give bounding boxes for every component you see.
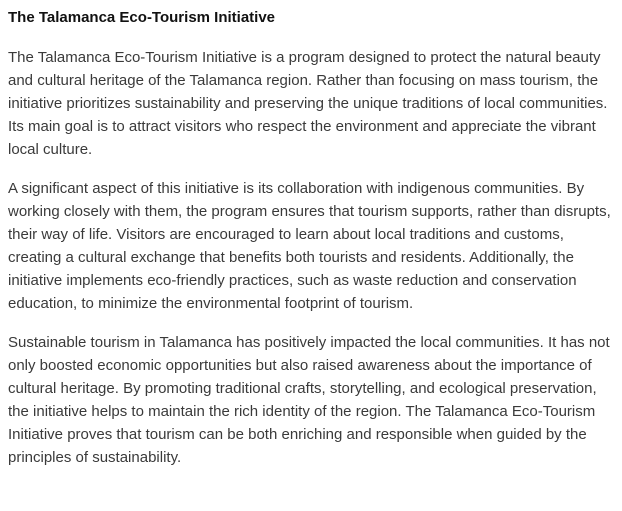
page-title: The Talamanca Eco-Tourism Initiative bbox=[8, 9, 276, 26]
paragraph-collaboration: A significant aspect of this initiative is its collaboration with indigenous communities. By working closely with them, the program ensures that tourism supports, rather than disrupts, their way of life. Visitors are encouraged to learn about local traditions and customs, creating a cultural exchange that benefits both tourists and residents. Additionally, the initiative implements eco-friendly practices, such as waste reduction and conservation education, to minimize the environmental footprint of tourism. bbox=[8, 180, 611, 312]
article bbox=[8, 6, 617, 469]
paragraph-overview: The Talamanca Eco-Tourism Initiative is a program designed to protect the natural beauty and cultural heritage of the Talamanca region. Rather than focusing on mass tourism, the initiative prioritizes sustainability and preserving the unique traditions of local communities. Its main goal is to attract visitors who respect the environment and appreciate the vibrant local culture. bbox=[8, 49, 608, 158]
paragraph-impact: Sustainable tourism in Talamanca has positively impacted the local communities. It has not only boosted economic opportunities but also raised awareness about the importance of cultural heritage. By promoting traditional crafts, storytelling, and ecological preservation, the initiative helps to maintain the rich identity of the region. The Talamanca Eco-Tourism Initiative proves that tourism can be both enriching and responsible when guided by the principles of sustainability. bbox=[8, 334, 610, 466]
